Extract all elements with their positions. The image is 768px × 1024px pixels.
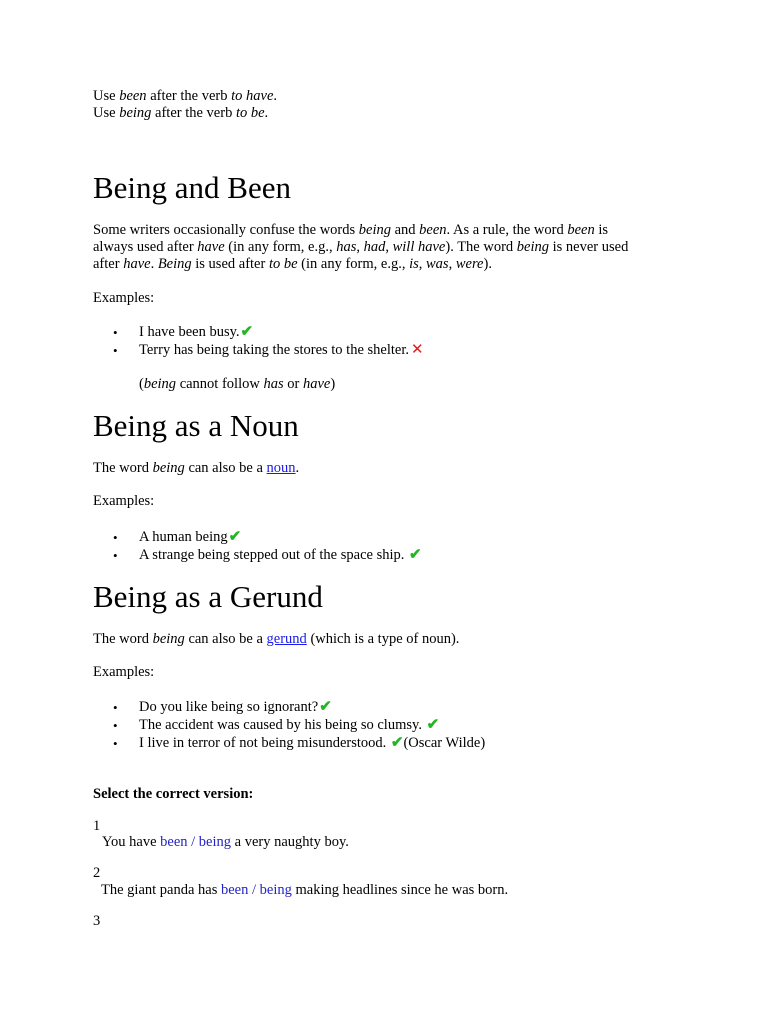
list-item: • A strange being stepped out of the space ship. ✔	[113, 547, 422, 563]
list-item: • Terry has being taking the stores to the shelter. ✕	[113, 342, 424, 358]
intro-line-1: Use been after the verb to have.	[93, 88, 278, 104]
list-item: • The accident was caused by his being so clumsy. ✔	[113, 717, 440, 733]
answer-choice-2[interactable]: been / being	[221, 882, 292, 898]
checkmark-icon: ✔	[319, 699, 332, 715]
bullet-icon: •	[113, 736, 118, 751]
intro-line-2: Use being after the verb to be.	[93, 105, 269, 121]
question-2: The giant panda has been / being making headlines since he was born.	[101, 882, 509, 898]
bullet-icon: •	[113, 325, 118, 340]
bullet-icon: •	[113, 343, 118, 358]
answer-choice-1[interactable]: been / being	[160, 834, 232, 850]
question-number: 2	[93, 865, 101, 881]
note: (being cannot follow has or have)	[139, 376, 336, 392]
list-item: • I live in terror of not being misunderstood. ✔(Oscar Wilde)	[113, 735, 486, 751]
paragraph-line: The word being can also be a gerund (which is a type of noun).	[93, 631, 460, 647]
paragraph-line: after have. Being is used after to be (in any form, e.g., is, was, were).	[93, 256, 492, 272]
section-heading-being-as-a-noun: Being as a Noun	[93, 408, 299, 443]
checkmark-icon: ✔	[390, 735, 404, 751]
section-heading-being-as-a-gerund: Being as a Gerund	[93, 579, 323, 614]
bullet-icon: •	[113, 530, 118, 545]
noun-link[interactable]: noun	[266, 460, 296, 476]
bullet-icon: •	[113, 718, 118, 733]
bullet-icon: •	[113, 548, 118, 563]
quiz-heading: Select the correct version:	[93, 786, 254, 802]
checkmark-icon: ✔	[426, 717, 440, 733]
question-1: You have been / being a very naughty boy.	[102, 834, 349, 850]
list-item: • I have been busy.✔	[113, 324, 254, 340]
paragraph-line: Some writers occasionally confuse the words being and been. As a rule, the word been is	[93, 222, 609, 238]
question-number: 1	[93, 818, 101, 834]
list-item: • Do you like being so ignorant?✔	[113, 699, 332, 715]
examples-label: Examples:	[93, 290, 155, 306]
section-heading-being-and-been: Being and Been	[93, 170, 292, 205]
examples-label: Examples:	[93, 493, 155, 509]
bullet-icon: •	[113, 700, 118, 715]
paragraph-line: always used after have (in any form, e.g., has, had, will have). The word being is never used	[93, 239, 629, 255]
question-number: 3	[93, 913, 101, 929]
paragraph-line: The word being can also be a noun.	[93, 460, 300, 476]
gerund-link[interactable]: gerund	[266, 631, 307, 647]
examples-label: Examples:	[93, 664, 155, 680]
list-item: • A human being✔	[113, 529, 242, 545]
checkmark-icon: ✔	[240, 324, 254, 340]
checkmark-icon: ✔	[409, 547, 422, 563]
cross-icon: ✕	[411, 342, 424, 358]
checkmark-icon: ✔	[228, 529, 242, 545]
